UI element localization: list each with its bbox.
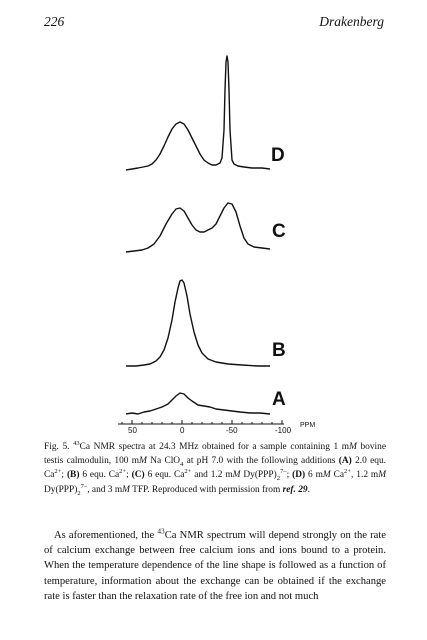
caption-text: Ca: [330, 470, 345, 481]
caption-italic-unit: M: [139, 456, 147, 467]
caption-panel-label-c: (C): [131, 470, 145, 481]
body-sup: 43: [157, 526, 165, 536]
ppm-axis: [118, 420, 284, 424]
caption-italic-unit: M: [122, 484, 130, 495]
caption-sup: 2+: [344, 468, 352, 476]
caption-text: Na ClO: [146, 456, 181, 467]
caption-sup: 2+: [184, 468, 192, 476]
caption-sub: 2: [77, 489, 81, 497]
caption-text: TFP. Reproduced with permission from: [129, 484, 283, 495]
figure-caption: [44, 440, 386, 497]
caption-sup: 7–: [80, 482, 88, 490]
spectrum-a-trace: [126, 393, 270, 414]
caption-text: ;: [126, 470, 132, 481]
caption-reference: ref. 29: [282, 484, 308, 495]
caption-italic-unit: M: [349, 442, 357, 452]
caption-text: Ca NMR spectra at 24.3 MHz obtained for a sample containing 1 m: [79, 442, 350, 452]
spectrum-b-trace: [126, 280, 270, 366]
spectrum-label-d: D: [271, 145, 285, 166]
caption-text: at pH 7.0 with the following additions: [183, 456, 339, 467]
caption-text: and 1.2 m: [191, 470, 233, 481]
caption-text: , 1.2 m: [351, 470, 379, 481]
caption-text: 6 equ. Ca: [79, 470, 120, 481]
caption-sup: 2+: [54, 468, 62, 476]
caption-panel-label-a: (A): [338, 456, 352, 467]
caption-italic-unit: M: [232, 470, 241, 481]
axis-tick-label-0: 0: [180, 426, 185, 435]
caption-panel-label-d: (D): [292, 470, 306, 481]
caption-italic-unit: M: [378, 470, 387, 481]
caption-text: ;: [286, 470, 293, 481]
body-text: As aforementioned, the: [54, 530, 158, 541]
caption-sup: 2+: [119, 468, 127, 476]
caption-text: ;: [61, 470, 67, 481]
caption-text: .: [307, 484, 310, 495]
caption-text: 6 equ. Ca: [144, 470, 185, 481]
caption-sup: 43: [73, 439, 80, 447]
caption-sub: 4: [180, 461, 184, 469]
running-head-author: Drakenberg: [319, 14, 384, 29]
caption-sub: 2: [276, 475, 280, 483]
spectrum-label-a: A: [272, 389, 286, 410]
caption-panel-label-b: (B): [66, 470, 80, 481]
body-paragraph: [44, 528, 386, 604]
caption-text: Dy(PPP): [240, 470, 277, 481]
caption-text: bovine testis calmodulin, 100 m: [44, 442, 386, 467]
axis-tick-label-50: 50: [128, 426, 137, 435]
caption-fig-label: Fig. 5.: [44, 442, 70, 452]
body-text: Ca NMR spectrum will depend strongly on the rate of calcium exchange between free calcium ions and ions bound to a protein. When the temperature dependence of the line shape is followed as a function of temperature, information about the exchange can be obtained if the exchange rate is faster than the relaxation rate of the free ion and not much: [44, 530, 386, 602]
caption-italic-unit: M: [322, 470, 331, 481]
caption-sup: 7–: [280, 468, 287, 476]
spectrum-d-trace: [126, 56, 270, 170]
spectrum-c-trace: [126, 203, 270, 252]
page-number: 226: [44, 14, 65, 29]
caption-text: Dy(PPP): [44, 484, 78, 495]
axis-tick-label-minus-100: -100: [275, 426, 292, 435]
spectrum-label-c: C: [272, 221, 286, 242]
caption-text: 2.0 equ. Ca: [44, 456, 386, 481]
caption-text: , and 3 m: [87, 484, 123, 495]
spectrum-label-b: B: [272, 340, 286, 361]
axis-unit-label: PPM: [300, 422, 316, 429]
axis-tick-label-minus-50: -50: [226, 426, 238, 435]
caption-text: 6 m: [305, 470, 323, 481]
